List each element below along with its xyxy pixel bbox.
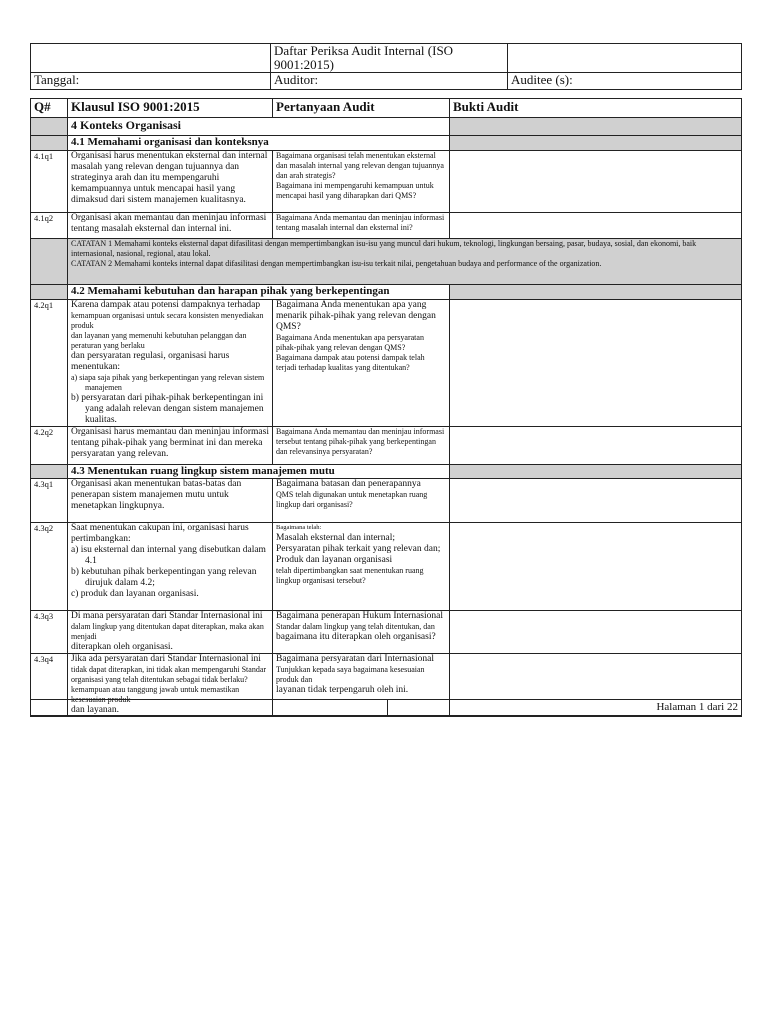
evidence-cell[interactable] <box>450 151 742 213</box>
question-id: 4.3q2 <box>31 523 68 611</box>
table-row <box>31 523 742 611</box>
audit-question: Bagaimana penerapan Hukum Internasional Standar dalam lingkup yang telah ditentukan, dan bagaimana itu diterapkan oleh organisasi? <box>273 611 450 654</box>
audit-question: Bagaimana Anda memantau dan meninjau informasi tersebut tentang pihak-pihak yang berkepentingan dan relevansinya persyaratan? <box>273 427 450 465</box>
clause-text: Organisasi harus memantau dan meninjau informasi tentang pihak-pihak yang berminat ini dan mereka persyaratan yang relevan. <box>68 427 273 465</box>
table-row <box>31 611 742 654</box>
section-title-4: 4 Konteks Organisasi <box>68 118 450 136</box>
clause-text: Organisasi akan memantau dan meninjau informasi tentang masalah eksternal dan internal ini. <box>68 213 273 239</box>
table-row <box>31 300 742 427</box>
table-row <box>31 213 742 239</box>
evidence-cell[interactable] <box>450 427 742 465</box>
audit-question: Bagaimana organisasi telah menentukan eksternal dan masalah internal yang relevan dengan tujuannya dan arah strategis? Bagaimana ini mempengaruhi kemampuan untuk mencapai hasil yang diharapkan dari QMS? <box>273 151 450 213</box>
table-row <box>31 427 742 465</box>
question-id: 4.3q4 <box>31 654 68 717</box>
clause-text: Di mana persyaratan dari Standar Internasional ini dalam lingkup yang ditentukan dapat diterapkan, maka akan menjadi diterapkan oleh organisasi. <box>68 611 273 654</box>
col-q-header: Q# <box>31 99 68 118</box>
evidence-cell[interactable] <box>450 523 742 611</box>
audit-question: Bagaimana Anda memantau dan meninjau informasi tentang masalah internal dan eksternal ini? <box>273 213 450 239</box>
evidence-cell[interactable] <box>450 479 742 523</box>
section-title-4-1: 4.1 Memahami organisasi dan konteksnya <box>68 136 450 151</box>
evidence-cell[interactable] <box>450 300 742 427</box>
audit-question: Bagaimana batasan dan penerapannya QMS telah digunakan untuk menetapkan ruang lingkup dari organisasi? <box>273 479 450 523</box>
question-id: 4.2q1 <box>31 300 68 427</box>
clause-text: Saat menentukan cakupan ini, organisasi harus pertimbangkan: a) isu eksternal dan internal yang disebutkan dalam 4.1 b) kebutuhan pihak berkepentingan yang relevan dirujuk dalam 4.2; c) produk dan layanan organisasi. <box>68 523 273 611</box>
col-clause-header: Klausul ISO 9001:2015 <box>68 99 273 118</box>
question-id: 4.3q3 <box>31 611 68 654</box>
section-row <box>31 285 742 300</box>
tanggal-field[interactable]: Tanggal: <box>31 73 271 90</box>
audit-question: Bagaimana Anda menentukan apa yang menarik pihak-pihak yang relevan dengan QMS? Bagaimana Anda menentukan apa persyaratan pihak-pihak yang relevan dengan QMS? Bagaimana dampak atau potensi dampak telah terjadi terhadap kualitas yang ditentukan? <box>273 300 450 427</box>
clause-text: Jika ada persyaratan dari Standar Internasional ini tidak dapat diterapkan, ini tidak akan mempengaruhi Standar organisasi yang telah ditentukan sebagai tidak berlaku? kemampuan atau tanggung jawab untuk memastikan kesesuaian produk dan layanan. <box>68 654 273 717</box>
table-row <box>31 479 742 523</box>
header-empty-right <box>508 44 742 73</box>
question-id: 4.2q2 <box>31 427 68 465</box>
header-empty-left <box>31 44 271 73</box>
notes-row <box>31 239 742 285</box>
question-id: 4.1q1 <box>31 151 68 213</box>
header-table <box>30 43 742 90</box>
clause-text: Karena dampak atau potensi dampaknya terhadap kemampuan organisasi untuk secara konsisten menyediakan produk dan layanan yang memenuhi kebutuhan pelanggan dan peraturan yang berlaku dan persyaratan regulasi, organisasi harus menentukan: a) siapa saja pihak yang berkepentingan yang relevan sistem manajemen b) persyaratan dari pihak-pihak berkepentingan ini yang adalah relevan dengan sistem manajemen kualitas. <box>68 300 273 427</box>
question-id: 4.1q2 <box>31 213 68 239</box>
auditor-field[interactable]: Auditor: <box>271 73 508 90</box>
evidence-cell[interactable] <box>450 213 742 239</box>
notes-text: CATATAN 1 Memahami konteks eksternal dapat difasilitasi dengan mempertimbangkan isu-isu yang muncul dari hukum, teknologi, lingkungan bersaing, pasar, budaya, sosial, dan ekonomi, baik internasional, nasional, regional, atau lokal. CATATAN 2 Memahami konteks internal dapat difasilitasi dengan mempertimbangkan isu-isu terkait nilai, pengetahuan budaya and performance of the organization. <box>68 239 742 285</box>
clause-text: Organisasi akan menentukan batas-batas dan penerapan sistem manajemen mutu untuk menetapkan lingkupnya. <box>68 479 273 523</box>
footer-table <box>30 699 742 716</box>
evidence-cell[interactable] <box>450 611 742 654</box>
column-header-row <box>31 99 742 118</box>
audit-question: Bagaimana telah: Masalah eksternal dan internal; Persyaratan pihak terkait yang relevan dan; Produk dan layanan organisasi telah dipertimbangkan saat menentukan ruang lingkup organisasi tersebut? <box>273 523 450 611</box>
section-title-4-3: 4.3 Menentukan ruang lingkup sistem manajemen mutu <box>68 465 450 479</box>
footer-empty <box>31 700 388 716</box>
col-question-header: Pertanyaan Audit <box>273 99 450 118</box>
document-title: Daftar Periksa Audit Internal (ISO 9001:2015) <box>271 44 508 73</box>
section-row <box>31 465 742 479</box>
section-title-4-2: 4.2 Memahami kebutuhan dan harapan pihak yang berkepentingan <box>68 285 450 300</box>
section-row <box>31 118 742 136</box>
checklist-table <box>30 98 742 717</box>
auditee-field[interactable]: Auditee (s): <box>508 73 742 90</box>
audit-question: Bagaimana persyaratan dari Internasional Tunjukkan kepada saya bagaimana kesesuaian produk dan layanan tidak terpengaruh oleh ini. <box>273 654 450 717</box>
table-row <box>31 151 742 213</box>
clause-text: Organisasi harus menentukan eksternal dan internal masalah yang relevan dengan tujuannya dan strateginya arah dan itu mempengaruhi kemampuannya untuk mencapai hasil yang dimaksud dari sistem manajemen kualitasnya. <box>68 151 273 213</box>
section-row <box>31 136 742 151</box>
col-evidence-header: Bukti Audit <box>450 99 742 118</box>
page-number: Halaman 1 dari 22 <box>388 700 742 716</box>
question-id: 4.3q1 <box>31 479 68 523</box>
